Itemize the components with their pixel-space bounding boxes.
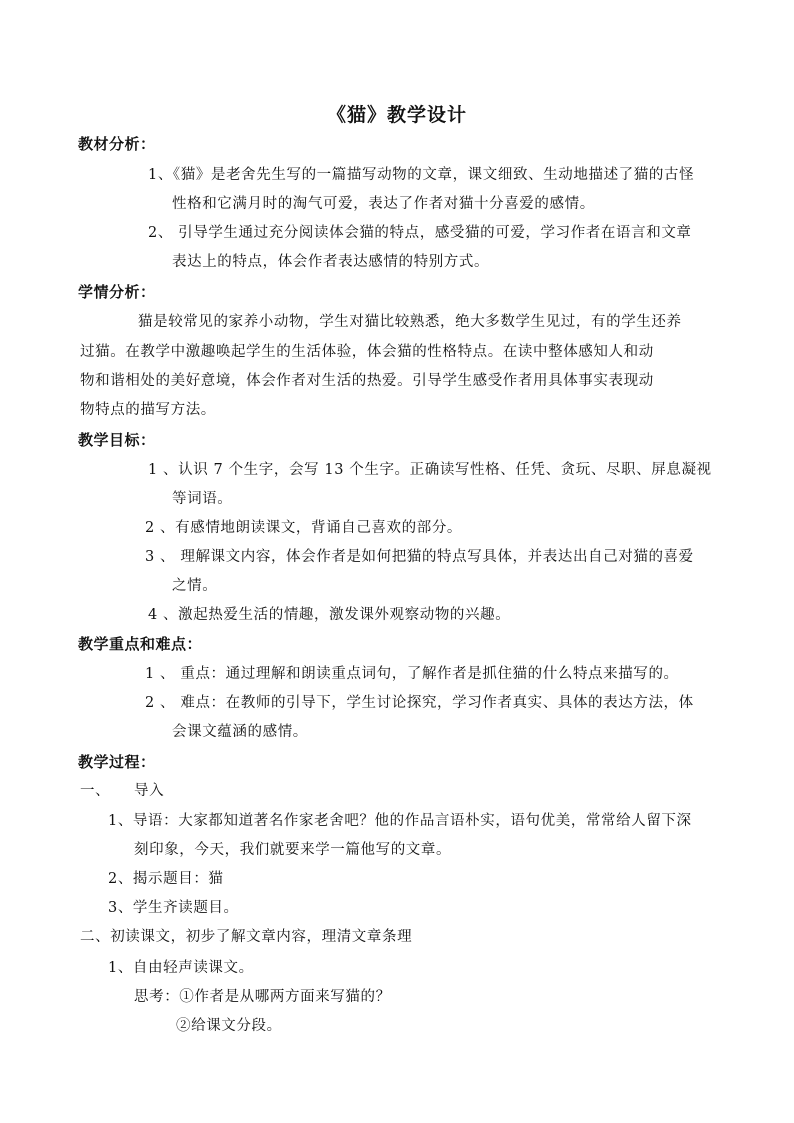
body-line: 4 、激起热爱生活的情趣，激发课外观察动物的兴趣。 — [148, 607, 511, 623]
section-heading-student-analysis: 学情分析： — [78, 283, 156, 301]
body-line: 3、学生齐读题目。 — [108, 900, 239, 916]
body-line: 2 、 难点：在教师的引导下，学生讨论探究，学习作者真实、具体的表达方法，体 — [145, 695, 694, 711]
body-line: 等词语。 — [172, 491, 233, 507]
body-line: 2 、有感情地朗读课文，背诵自己喜欢的部分。 — [145, 520, 463, 536]
body-line: 刻印象，今天，我们就要来学一篇他写的文章。 — [134, 842, 452, 858]
body-line: 物和谐相处的美好意境，体会作者对生活的热爱。引导学生感受作者用具体事实表现动 — [80, 373, 654, 389]
step-number: 一、 — [80, 783, 111, 799]
page-title: 《猫》教学设计 — [326, 104, 467, 126]
body-line: 1、自由轻声读课文。 — [108, 960, 254, 976]
section-heading-teaching-goals: 教学目标： — [78, 431, 156, 449]
body-line: 性格和它满月时的淘气可爱，表达了作者对猫十分喜爱的感情。 — [172, 196, 595, 212]
body-line: 物特点的描写方法。 — [80, 402, 216, 418]
body-line: 2、 引导学生通过充分阅读体会猫的特点，感受猫的可爱，学习作者在语言和文章 — [148, 225, 692, 241]
section-heading-key-points: 教学重点和难点： — [78, 635, 203, 653]
body-line: 表达上的特点，体会作者表达感情的特别方式。 — [172, 254, 490, 270]
body-line: ②给课文分段。 — [176, 1018, 282, 1034]
body-line: 猫是较常见的家养小动物，学生对猫比较熟悉，绝大多数学生见过，有的学生还养 — [138, 314, 682, 330]
body-line: 3 、 理解课文内容，体会作者是如何把猫的特点写具体，并表达出自己对猫的喜爱 — [145, 549, 694, 565]
body-line: 1、《猫》是老舍先生写的一篇描写动物的文章，课文细致、生动地描述了猫的古怪 — [148, 167, 695, 183]
body-line: 1 、认识 7 个生字，会写 13 个生字。正确读写性格、任凭、贪玩、尽职、屏息凝视 — [148, 462, 712, 478]
body-line: 思考：①作者是从哪两方面来写猫的？ — [134, 989, 391, 1005]
section-heading-teaching-process: 教学过程： — [78, 753, 156, 771]
step-title: 导入 — [134, 783, 165, 799]
body-line: 会课文蕴涵的感情。 — [172, 724, 308, 740]
step-title: 二、初读课文，初步了解文章内容，理清文章条理 — [80, 929, 413, 945]
body-line: 过猫。在教学中激趣唤起学生的生活体验，体会猫的性格特点。在读中整体感知人和动 — [80, 344, 654, 360]
body-line: 2、揭示题目：猫 — [108, 871, 224, 887]
body-line: 1 、 重点：通过理解和朗读重点词句，了解作者是抓住猫的什么特点来描写的。 — [145, 666, 679, 682]
body-line: 之情。 — [172, 578, 218, 594]
section-heading-material-analysis: 教材分析： — [78, 135, 156, 153]
body-line: 1、导语：大家都知道著名作家老舍吧？他的作品言语朴实，语句优美，常常给人留下深 — [108, 813, 692, 829]
